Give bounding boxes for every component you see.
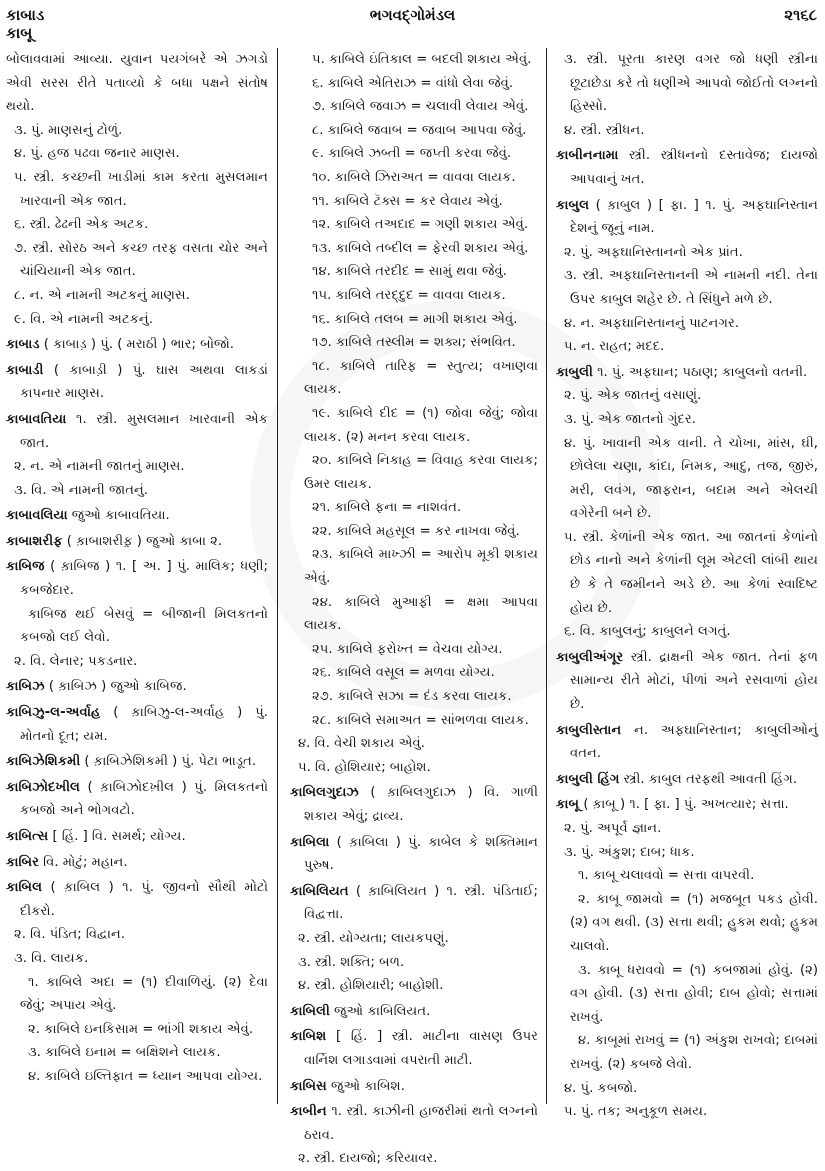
dictionary-entry <box>290 1075 538 1099</box>
dictionary-entry <box>6 675 268 699</box>
idiom-line: ૨૦. કાબિલે નિકાહ = વિવાહ કરવા લાયક; ઉમર લાયક. <box>304 453 538 492</box>
definition: ૧. પું. અફઘાન; પઠાણ; કાબુલનો વતની. <box>592 364 808 380</box>
headword: કાબિલ <box>6 880 43 896</box>
headword: કાબિલી <box>290 1003 330 1019</box>
idiom-line: ૧૬. કાબિલે તલબ = માગી શકાય એવું. <box>312 311 518 327</box>
headword: કાબાવલિયા <box>6 508 68 524</box>
definition: ( ક઼ાબિઝુ-લ-અર્વાહ ) પું. મોતનો દૂત; યમ. <box>20 705 268 744</box>
idiom-line: ૧૪. કાબિલે તરદીદ = સામું થવા જેવું. <box>312 264 507 280</box>
sense-line: ૭. સ્ત્રી. સોરઠ અને કચ્છ તરફ વસતા ચોર અને ચાંચિયાની એક જાત. <box>14 240 268 280</box>
definition: ( ક઼ાબાશરીફ઼ ) જુઓ કાબા ૨. <box>62 533 223 549</box>
idiom-line: ૨૧. કાબિલે ફના = નાશવંત. <box>312 500 462 516</box>
definition: જુઓ કાબાવતિયા. <box>67 508 170 524</box>
sense-line: ૩. પું. અંકુશ; દાબ; ધાક. <box>564 844 695 860</box>
sense-line: ૨. વિ. લેનાર; પકડનાર. <box>14 653 138 669</box>
sense-line: ૨. પું. અપૂર્વ જ્ઞાન. <box>564 821 662 836</box>
sense-line: ૩. સ્ત્રી. શક્તિ; બળ. <box>298 954 405 970</box>
page-number: ૨૧૬૮ <box>784 6 817 24</box>
sense-line: ૪. પું. કબજો. <box>564 1080 638 1096</box>
idiom-line: ૨૨. કાબિલે મહસૂલ = કર નાખવા જેવું. <box>312 523 520 539</box>
idiom-line: ૪. કાબિલે ઇલ્તિફાત = ધ્યાન આપવા યોગ્ય. <box>28 1068 263 1084</box>
headword: કાબિલગુદાઝ <box>290 785 359 801</box>
dictionary-entry <box>290 1000 538 1024</box>
dictionary-entry <box>556 768 818 792</box>
idiom-line: ૨૪. કાબિલે મુઆફી = ક્ષમા આપવા લાયક. <box>304 594 538 634</box>
definition: ( ક઼ાબિલ ) ૧. પું. જીવનો સૌથી મોટો દીકરો. <box>20 880 268 919</box>
definition: [ હિં. ] સ્ત્રી. માટીના વાસણ ઉપર વાર્નિશ લગાડવામાં વપરાતી માટી. <box>304 1029 538 1068</box>
idiom-line: ૨૮. કાબિલે સમાઅત = સાંભળવા લાયક. <box>312 712 529 728</box>
idiom-line: ૧૭. કાબિલે તસ્લીમ = શક્ય; સંભવિત. <box>312 335 516 351</box>
definition: સ્ત્રી. સ્ત્રીધનનો દસ્તાવેજ; દાયજો આપવાનું ખત. <box>570 148 818 187</box>
idiom-line: ૧૫. કાબિલે તરદ્દુદ = વાવવા લાયક. <box>312 287 506 303</box>
definition: [ હિં. ] વિ. સમર્થ; યોગ્ય. <box>48 829 186 844</box>
headword: કાબિર <box>6 854 39 870</box>
definition: ( ક઼ાબુલ ) [ ફા. ] ૧. પું. અફઘાનિસ્તાન દેશનું જૂનું નામ. <box>570 197 818 237</box>
dictionary-entry <box>290 1025 538 1072</box>
dictionary-entry <box>6 359 268 406</box>
idiom-line: ૮. કાબિલે જવાબ = જવાબ આપવા જેવું. <box>312 122 527 138</box>
definition: ( કાબાડ઼ ) પું. ( મરાઠી ) ભાર; બોજો. <box>39 337 234 353</box>
headword: કાબુલ <box>556 197 590 213</box>
sense-line: ૪. પું. હજ પઢવા જનાર માણસ. <box>14 146 180 162</box>
sense-line: ૩. સ્ત્રી. અફઘાનિસ્તાનની એ નામની નદી. તેના ઉપર કાબુલ શહેર છે. તે સિંધુને મળે છે. <box>564 268 818 307</box>
definition: જુઓ કાબિશ. <box>326 1078 405 1094</box>
dictionary-entry <box>6 701 268 748</box>
definition: ( ક઼ાબિઝ ) જુઓ કાબિજ. <box>44 679 187 695</box>
headword: કાબિઝ <box>6 679 45 695</box>
sense-line: ૫. સ્ત્રી. કચ્છની ખાડીમાં કામ કરતા મુસલમાન ખારવાની એક જાત. <box>14 169 268 209</box>
dictionary-entry <box>6 851 268 875</box>
idiom-line: ૨૭. કાબિલે સઝા = દંડ કરવા લાયક. <box>312 689 512 705</box>
sense-line: ૪. સ્ત્રી. સ્ત્રીધન. <box>564 122 645 138</box>
idiom-line: ૪. કાબૂમાં રાખવું = (૧) અંકુશ રાખવો; દાબમાં રાખવું. (૨) કબજે લેવો. <box>570 1033 818 1072</box>
dictionary-entry <box>556 646 818 717</box>
dictionary-entry <box>290 781 538 828</box>
sense-line: ૨. વિ. પંડિત; વિદ્વાન. <box>14 927 126 943</box>
headword: કાબિઝુ-લ-અર્વાહ <box>6 705 101 721</box>
idiom-line: ૯. કાબિલે ઝબ્તી = જપ્તી કરવા જેવું. <box>312 146 512 162</box>
sense-line: ૬. વિ. કાબુલનું; કાબુલને લગતું. <box>564 624 731 640</box>
headword: કાબિશ <box>290 1029 327 1045</box>
sense-line: ૪. પું. ખાવાની એક વાની. તે ચોખા, માંસ, ઘી, છોલેલા ચણા, કાંદા, નિમક, આદુ, તજ, જીરું, મરી, લવંગ, જાફરાન, બદામ અને એલચી વગેરેની બને છે. <box>564 435 818 522</box>
dictionary-entry <box>290 831 538 878</box>
sense-line: ૩. પું. માણસનું ટોળું. <box>14 122 123 138</box>
column-1 <box>6 48 268 1089</box>
continuation-text: બોલાવવામાં આવ્યા. યુવાન પયગંબરે એ ઝગડો એવી સરસ રીતે પતાવ્યો કે બધા પક્ષને સંતોષ થયો. <box>6 52 268 115</box>
definition: ( ક઼ાબિઝેશિકમી ) પું. પેટા ભાડૂત. <box>80 754 257 770</box>
sense-line: ૬. સ્ત્રી. ઢેઢની એક અટક. <box>14 217 149 233</box>
idiom-line: ૩. કાબિલે ઇનામ = બક્ષિશને લાયક. <box>28 1045 221 1061</box>
headword: કાબિજ <box>6 559 45 575</box>
dictionary-entry <box>6 530 268 554</box>
idiom-line: ૨. કાબૂ જામવો = (૧) મજબૂત પકડ હોવી. (૨) વગ થવી. (૩) સત્તા થવી; હુકમ થવો; હુકમ ચાલવો. <box>570 891 818 954</box>
sense-line: ૫. ન. રાહત; મદદ. <box>564 339 665 355</box>
sense-line: ૨. પું. અફઘાનિસ્તાનનો એક પ્રાંત. <box>564 244 743 260</box>
idiom-line: ૧૨. કાબિલે તઅદાદ = ગણી શકાય એવું. <box>312 217 529 233</box>
definition: ( ક઼ાબૂ ) ૧. [ ફા. ] પું. અખત્યાર; સત્તા. <box>579 797 789 813</box>
definition: ( ક઼ાબિલિયત ) ૧. સ્ત્રી. પંડિતાઈ; વિદ્વત્તા. <box>304 883 538 923</box>
idiom-line: ૬. કાબિલે એતિરાઝ = વાંધો લેવા જેવું. <box>312 75 514 91</box>
idiom-line: કાબિજ થઈ બેસવું = બીજાની મિલકતનો કબજો લઈ લેવો. <box>20 606 268 646</box>
dictionary-entry <box>6 408 268 455</box>
headword: કાબુલી <box>556 364 593 380</box>
column-3 <box>556 48 818 1124</box>
headword: કાબિલિયત <box>290 883 349 899</box>
definition: ૧. સ્ત્રી. મુસલમાન ખારવાની એક જાત. <box>20 411 268 451</box>
sense-line: ૨. પું. એક જાતનું વસાણું. <box>564 388 702 404</box>
column-2 <box>290 48 538 1171</box>
dictionary-entry <box>556 144 818 191</box>
page-header <box>0 6 825 46</box>
headword: કાબુલીસ્તાન <box>556 722 622 738</box>
dictionary-entry <box>6 776 268 823</box>
headword: કાબીનનામા <box>556 148 619 164</box>
headword: કાબિસ <box>290 1078 327 1094</box>
sense-line: ૮. ન. એ નામની અટકનું માણસ. <box>14 287 190 303</box>
idiom-line: ૧૧. કાબિલે ટૅક્સ = કર લેવાય એવું. <box>312 193 503 209</box>
sense-line: ૨. ન. એ નામની જાતનું માણસ. <box>14 459 185 475</box>
idiom-line: ૧. કાબૂ ચલાવવો = સત્તા વાપરવી. <box>578 868 755 884</box>
sense-line: ૨. સ્ત્રી. યોગ્યતા; લાયકપણું. <box>298 930 449 946</box>
idiom-line: ૨૩. કાબિલે માખ્ઝી = આરોપ મૂકી શકાય એવું. <box>304 547 538 587</box>
headword: કાબાવતિયા <box>6 411 67 427</box>
dictionary-entry <box>6 504 268 528</box>
headword: કાબાડ <box>6 337 40 353</box>
definition: સ્ત્રી. દ્રાક્ષની એક જાત. તેનાં ફળ સામાન્ય રીતે મોટાં, પીળાં અને રસવાળાં હોય છે. <box>570 649 818 713</box>
headword: કાબુલીઅંગૂર <box>556 649 624 665</box>
sense-line: ૫. વિ. હોશિયાર; બાહોશ. <box>298 759 431 775</box>
sense-line: ૩. સ્ત્રી. પૂરતા કારણ વગર જો ધણી સ્ત્રીના છૂટાછેડા કરે તો ધણીએ આપવો જોઈતો લગ્નનો હિસ્સો. <box>564 52 818 115</box>
idiom-line: ૧૮. કાબિલે તારિફ = સ્તુત્ય; વખાણવા લાયક. <box>304 358 538 398</box>
sense-line: ૯. વિ. એ નામની અટકનું. <box>14 311 153 327</box>
sense-line: ૫. સ્ત્રી. કેળાંની એક જાત. આ જાતનાં કેળાંનો છોડ નાનો અને કેળાંની લૂમ એટલી લાંબી થાય છે કે તે જમીનને અડે છે. આ કેળાં સ્વાદિષ્ટ હોય છે. <box>564 529 818 616</box>
dictionary-entry <box>556 194 818 241</box>
dictionary-entry <box>556 793 818 817</box>
definition: ૧. સ્ત્રી. કાઝીની હાજરીમાં થતો લગ્નનો ઠરાવ. <box>304 1104 538 1143</box>
headword: કાબાડી <box>6 362 44 378</box>
guide-word-last: કાબૂ <box>6 24 33 42</box>
headword: કાબૂ <box>556 797 580 813</box>
sense-line: ૩. વિ. એ નામની જાતનું. <box>14 482 149 498</box>
dictionary-entry <box>290 1100 538 1147</box>
idiom-line: ૧૯. કાબિલે દીદ = (૧) જોવા જેવું; જોવા લાયક. (૨) મનન કરવા લાયક. <box>304 405 538 445</box>
definition: ( ક઼ાબિલા ) પું. કાબેલ કે શક્તિમાન પુરુષ. <box>304 834 538 874</box>
dictionary-entry <box>6 876 268 923</box>
definition: ( કાબાડ઼ી ) પું. ઘાસ અથવા લાકડાં કાપનાર માણસ. <box>20 362 268 402</box>
headword: કાબિઝેશિકમી <box>6 754 81 770</box>
idiom-line: ૨૫. કાબિલે ફરોખ્ત = વેચવા યોગ્ય. <box>312 641 503 657</box>
sense-line: ૩. પું. એક જાતનો ગુંદર. <box>564 411 696 427</box>
idiom-line: ૧૩. કાબિલે તબ્દીલ = ફેરવી શકાય એવું. <box>312 240 529 256</box>
idiom-line: ૧૦. કાબિલે ઝિરાઅત = વાવવા લાયક. <box>312 169 516 185</box>
headword: કાબીન <box>290 1104 327 1120</box>
dictionary-entry <box>6 555 268 602</box>
sense-line: ૪. સ્ત્રી. હોશિયારી; બાહોશી. <box>298 978 444 994</box>
definition: ન. અફઘાનિસ્તાન; કાબુલીઓનું વતન. <box>570 722 818 762</box>
headword: કાબાશરીફ <box>6 533 63 549</box>
idiom-line: ૧. કાબિલે અદા = (૧) દીવાળિયું. (૨) દેવા જેવું; અપાય એવું. <box>20 974 268 1014</box>
dictionary-entry <box>6 825 268 849</box>
definition: ( ક઼ાબિજ ) ૧. [ અ. ] પું. માલિક; ધણી; કબજેદાર. <box>20 559 268 599</box>
sense-line: ૪. વિ. વેચી શકાય એવું. <box>298 736 425 752</box>
column-divider <box>277 48 278 1104</box>
idiom-line: ૨૬. કાબિલે વસૂલ = મળવા યોગ્ય. <box>312 665 495 681</box>
sense-line: ૪. ન. અફઘાનિસ્તાનનું પાટનગર. <box>564 315 740 331</box>
sense-line: ૫. પું. તક; અનુકૂળ સમય. <box>564 1104 708 1120</box>
definition: ( ક઼ાબિઝોદખ઼ીલ ) પું. મિલકતનો કબજો અને ભોગવટો. <box>20 779 268 819</box>
headword: કાબિલા <box>290 834 330 850</box>
column-divider <box>546 48 547 1104</box>
headword: કાબિઝોદખીલ <box>6 779 80 795</box>
dictionary-entry <box>556 719 818 766</box>
book-title: ભગવદ્ગોમંડલ <box>369 6 456 24</box>
idiom-line: ૩. કાબૂ ધરાવવો = (૧) કબજામાં હોવું. (૨) વગ હોવી. (૩) સત્તા હોવી; દાબ હોવો; સત્તામાં રાખવું. <box>570 962 818 1025</box>
sense-line: ૨. સ્ત્રી. દાયજો; કરિયાવર. <box>298 1151 438 1167</box>
definition: ( ક઼ાબિલગુદાઝ ) વિ. ગાળી શકાય એવું; દ્રાવ્ય. <box>304 785 538 824</box>
definition: જુઓ કાબિલિયત. <box>329 1003 431 1019</box>
sense-line: ૩. વિ. લાયક. <box>14 950 89 966</box>
idiom-line: ૭. કાબિલે જવાઝ = ચલાવી લેવાય એવું. <box>312 99 529 115</box>
definition: વિ. મોટું; મહાન. <box>38 854 128 870</box>
guide-word-first: કાબાડ <box>6 6 45 24</box>
definition: સ્ત્રી. કાબુલ તરફથી આવતી હિંગ. <box>619 771 798 787</box>
dictionary-entry <box>6 333 268 357</box>
dictionary-entry <box>556 361 818 385</box>
headword: કાબિત્સ <box>6 829 49 844</box>
dictionary-entry <box>290 880 538 927</box>
idiom-line: ૨. કાબિલે ઇનકિસામ = ભાંગી શકાય એવું. <box>28 1021 254 1037</box>
headword: કાબુલી હિંગ <box>556 771 620 787</box>
dictionary-entry <box>6 750 268 774</box>
idiom-line: ૫. કાબિલે ઇંતિકાલ = બદલી શકાય એવું. <box>312 52 532 67</box>
